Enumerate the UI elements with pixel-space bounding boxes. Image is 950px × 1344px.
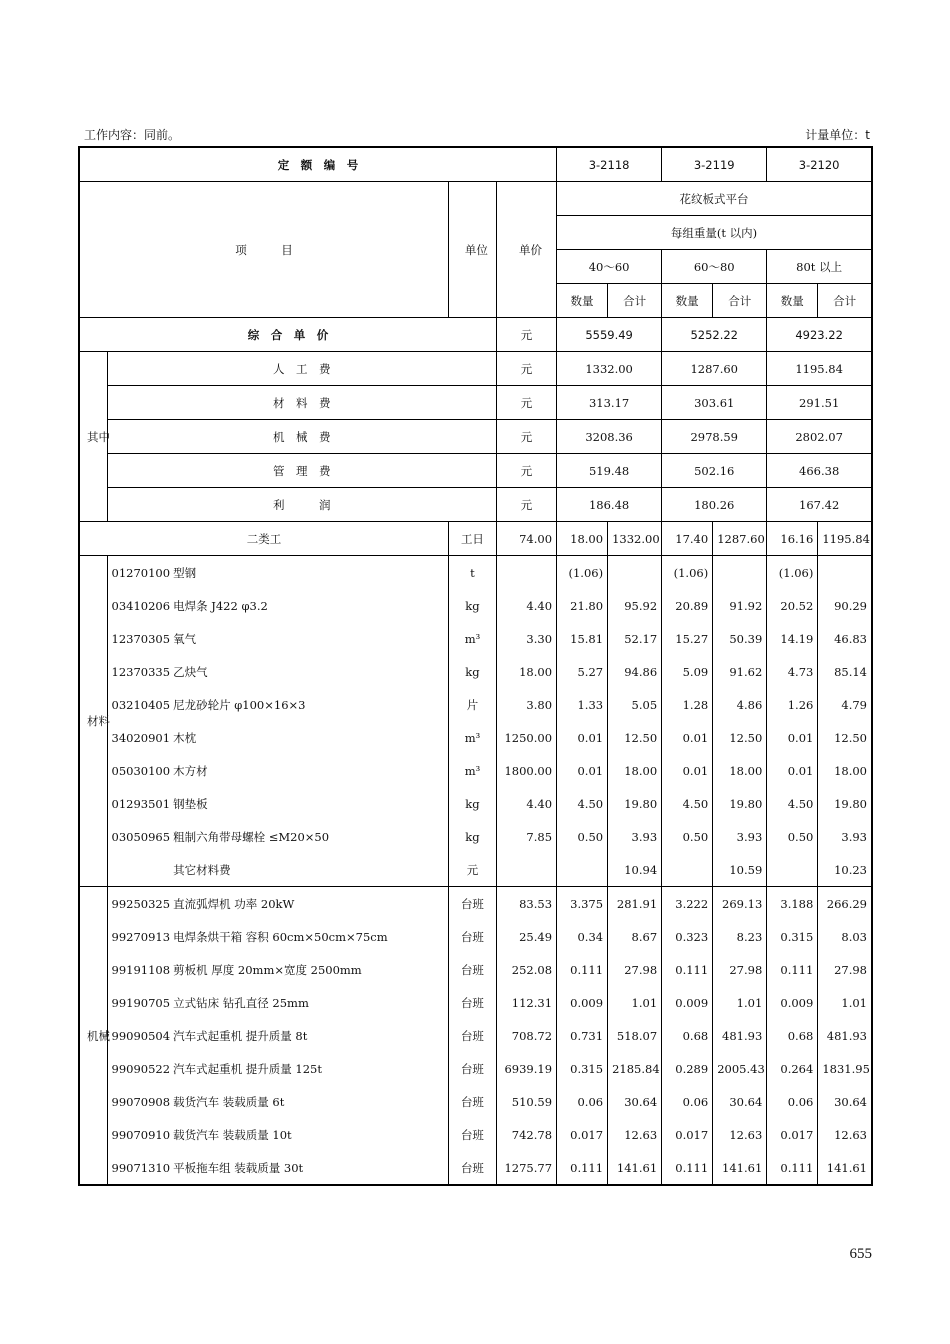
machine-code: 99270913 <box>107 920 169 953</box>
material-code: 03210405 <box>107 688 169 721</box>
material-cell: 12.50 <box>713 721 767 754</box>
machine-code: 99090522 <box>107 1052 169 1085</box>
machine-cell: 1.01 <box>608 986 662 1019</box>
material-price: 3.30 <box>496 622 556 655</box>
breakdown-unit: 元 <box>496 420 556 454</box>
unit-of-measure: 计量单位：t <box>805 128 870 142</box>
machine-cell: 0.06 <box>767 1085 818 1118</box>
machine-cell: 0.731 <box>557 1019 608 1052</box>
breakdown-row <box>79 454 872 488</box>
quota-number-row <box>79 147 872 182</box>
breakdown-value: 167.42 <box>767 488 872 522</box>
machine-row <box>79 920 872 953</box>
material-cell: 0.50 <box>767 820 818 853</box>
material-cell: 18.00 <box>818 754 872 787</box>
material-cell: 4.50 <box>557 787 608 820</box>
machine-cell: 3.375 <box>557 887 608 921</box>
machine-cell: 8.23 <box>713 920 767 953</box>
labor-cell: 17.40 <box>662 522 713 556</box>
material-cell <box>713 556 767 590</box>
material-price: 4.40 <box>496 589 556 622</box>
machine-cell: 281.91 <box>608 887 662 921</box>
material-code: 01270100 <box>107 556 169 590</box>
machine-name: 平板拖车组 装载质量 30t <box>169 1151 448 1185</box>
material-cell: 4.50 <box>662 787 713 820</box>
material-cell: 0.01 <box>662 754 713 787</box>
machine-cell: 0.111 <box>767 1151 818 1185</box>
machine-cell: 3.188 <box>767 887 818 921</box>
material-cell: 4.86 <box>713 688 767 721</box>
material-code: 01293501 <box>107 787 169 820</box>
material-cell: 90.29 <box>818 589 872 622</box>
header-line <box>84 126 870 146</box>
machine-row <box>79 887 872 921</box>
material-cell: 19.80 <box>713 787 767 820</box>
material-code: 34020901 <box>107 721 169 754</box>
machine-price: 1275.77 <box>496 1151 556 1185</box>
material-cell: 50.39 <box>713 622 767 655</box>
material-cell: 3.93 <box>818 820 872 853</box>
breakdown-label: 管 理 费 <box>107 454 496 488</box>
header-row-type <box>79 182 872 216</box>
machine-section-label: 机械 <box>79 887 107 1186</box>
quota-number-label: 定 额 编 号 <box>79 147 557 182</box>
machine-cell: 8.67 <box>608 920 662 953</box>
material-unit: kg <box>448 787 496 820</box>
machine-cell: 0.017 <box>662 1118 713 1151</box>
breakdown-value: 466.38 <box>767 454 872 488</box>
machine-name: 立式钻床 钻孔直径 25mm <box>169 986 448 1019</box>
material-cell: 0.01 <box>557 754 608 787</box>
labor-cell: 1287.60 <box>713 522 767 556</box>
machine-name: 直流弧焊机 功率 20kW <box>169 887 448 921</box>
machine-cell: 12.63 <box>713 1118 767 1151</box>
breakdown-value: 303.61 <box>662 386 767 420</box>
machine-row <box>79 1151 872 1185</box>
machine-price: 25.49 <box>496 920 556 953</box>
machine-cell: 0.111 <box>767 953 818 986</box>
material-cell: 10.59 <box>713 853 767 887</box>
material-cell: 52.17 <box>608 622 662 655</box>
unit-header: 单位 <box>448 182 496 318</box>
material-price <box>496 556 556 590</box>
machine-cell: 1.01 <box>713 986 767 1019</box>
machine-cell: 481.93 <box>713 1019 767 1052</box>
qty-header-2: 数量 <box>662 284 713 318</box>
material-name: 其它材料费 <box>169 853 448 887</box>
material-name: 氧气 <box>169 622 448 655</box>
machine-cell: 0.111 <box>662 953 713 986</box>
range-2: 60～80 <box>662 250 767 284</box>
total-header-1: 合计 <box>608 284 662 318</box>
breakdown-value: 313.17 <box>557 386 662 420</box>
machine-cell: 481.93 <box>818 1019 872 1052</box>
machine-cell: 0.009 <box>662 986 713 1019</box>
machine-cell: 0.34 <box>557 920 608 953</box>
machine-cell: 0.111 <box>557 1151 608 1185</box>
material-unit: kg <box>448 655 496 688</box>
range-1: 40～60 <box>557 250 662 284</box>
labor-unit: 工日 <box>448 522 496 556</box>
machine-cell: 0.017 <box>557 1118 608 1151</box>
material-cell: 3.93 <box>608 820 662 853</box>
machine-price: 708.72 <box>496 1019 556 1052</box>
machine-cell: 1.01 <box>818 986 872 1019</box>
machine-cell: 3.222 <box>662 887 713 921</box>
work-content: 工作内容：同前。 <box>84 128 181 142</box>
material-cell: 1.26 <box>767 688 818 721</box>
labor-cell: 18.00 <box>557 522 608 556</box>
material-unit: 片 <box>448 688 496 721</box>
breakdown-value: 1195.84 <box>767 352 872 386</box>
breakdown-unit: 元 <box>496 352 556 386</box>
material-row <box>79 655 872 688</box>
machine-cell: 269.13 <box>713 887 767 921</box>
material-row <box>79 853 872 887</box>
machine-cell: 8.03 <box>818 920 872 953</box>
material-code: 12370335 <box>107 655 169 688</box>
machine-cell: 0.009 <box>557 986 608 1019</box>
breakdown-row <box>79 488 872 522</box>
material-cell: 15.81 <box>557 622 608 655</box>
material-unit: t <box>448 556 496 590</box>
material-name: 乙炔气 <box>169 655 448 688</box>
total-header-2: 合计 <box>713 284 767 318</box>
machine-cell: 0.017 <box>767 1118 818 1151</box>
price-header: 单价 <box>496 182 556 318</box>
material-price: 1800.00 <box>496 754 556 787</box>
machine-cell: 266.29 <box>818 887 872 921</box>
breakdown-value: 186.48 <box>557 488 662 522</box>
material-cell: 12.50 <box>608 721 662 754</box>
quota-table <box>78 146 873 1186</box>
machine-unit: 台班 <box>448 1085 496 1118</box>
composite-value-1: 5559.49 <box>557 318 662 352</box>
machine-code: 99190705 <box>107 986 169 1019</box>
material-cell: 1.33 <box>557 688 608 721</box>
breakdown-row <box>79 386 872 420</box>
composite-label: 综 合 单 价 <box>79 318 496 352</box>
breakdown-label: 机 械 费 <box>107 420 496 454</box>
material-row <box>79 556 872 590</box>
machine-cell: 141.61 <box>713 1151 767 1185</box>
breakdown-value: 2802.07 <box>767 420 872 454</box>
machine-code: 99191108 <box>107 953 169 986</box>
machine-name: 汽车式起重机 提升质量 125t <box>169 1052 448 1085</box>
material-cell: 10.94 <box>608 853 662 887</box>
machine-cell: 0.111 <box>557 953 608 986</box>
material-unit: kg <box>448 589 496 622</box>
material-row <box>79 754 872 787</box>
machine-cell: 12.63 <box>818 1118 872 1151</box>
machine-cell: 30.64 <box>713 1085 767 1118</box>
total-header-3: 合计 <box>818 284 872 318</box>
machine-price: 6939.19 <box>496 1052 556 1085</box>
machine-cell: 30.64 <box>608 1085 662 1118</box>
machine-cell: 30.64 <box>818 1085 872 1118</box>
machine-row <box>79 1118 872 1151</box>
material-unit: m³ <box>448 754 496 787</box>
machine-code: 99250325 <box>107 887 169 921</box>
qty-header-1: 数量 <box>557 284 608 318</box>
machine-row <box>79 986 872 1019</box>
labor-price: 74.00 <box>496 522 556 556</box>
material-cell: 3.93 <box>713 820 767 853</box>
machine-cell: 518.07 <box>608 1019 662 1052</box>
material-cell: 0.01 <box>557 721 608 754</box>
material-name: 电焊条 J422 φ3.2 <box>169 589 448 622</box>
composite-value-2: 5252.22 <box>662 318 767 352</box>
breakdown-value: 502.16 <box>662 454 767 488</box>
breakdown-unit: 元 <box>496 454 556 488</box>
material-code: 03410206 <box>107 589 169 622</box>
table-body <box>79 147 872 1185</box>
material-cell: 46.83 <box>818 622 872 655</box>
material-cell <box>818 556 872 590</box>
material-cell: (1.06) <box>767 556 818 590</box>
material-cell <box>557 853 608 887</box>
page-number: 655 <box>849 1246 872 1262</box>
machine-price: 252.08 <box>496 953 556 986</box>
quota-code-3: 3-2120 <box>767 147 872 182</box>
machine-cell: 27.98 <box>608 953 662 986</box>
machine-name: 载货汽车 装载质量 10t <box>169 1118 448 1151</box>
material-cell: (1.06) <box>557 556 608 590</box>
machine-row <box>79 1019 872 1052</box>
breakdown-value: 291.51 <box>767 386 872 420</box>
weight-label: 每组重量(t 以内) <box>557 216 872 250</box>
breakdown-value: 1287.60 <box>662 352 767 386</box>
machine-cell: 0.315 <box>767 920 818 953</box>
material-cell <box>662 853 713 887</box>
breakdown-value: 3208.36 <box>557 420 662 454</box>
material-row <box>79 721 872 754</box>
material-name: 木枕 <box>169 721 448 754</box>
material-price: 4.40 <box>496 787 556 820</box>
material-row <box>79 589 872 622</box>
machine-cell: 0.289 <box>662 1052 713 1085</box>
machine-code: 99071310 <box>107 1151 169 1185</box>
material-name: 木方材 <box>169 754 448 787</box>
material-name: 型钢 <box>169 556 448 590</box>
machine-cell: 0.315 <box>557 1052 608 1085</box>
quota-code-2: 3-2119 <box>662 147 767 182</box>
material-cell <box>767 853 818 887</box>
machine-cell: 27.98 <box>818 953 872 986</box>
of-which-label: 其中 <box>79 352 107 522</box>
material-cell: 0.01 <box>767 754 818 787</box>
material-cell: 95.92 <box>608 589 662 622</box>
breakdown-unit: 元 <box>496 386 556 420</box>
material-cell: 5.05 <box>608 688 662 721</box>
material-cell: 85.14 <box>818 655 872 688</box>
material-price <box>496 853 556 887</box>
machine-unit: 台班 <box>448 887 496 921</box>
qty-header-3: 数量 <box>767 284 818 318</box>
composite-unit: 元 <box>496 318 556 352</box>
machine-code: 99070908 <box>107 1085 169 1118</box>
machine-cell: 0.68 <box>662 1019 713 1052</box>
breakdown-value: 180.26 <box>662 488 767 522</box>
material-cell: 18.00 <box>713 754 767 787</box>
material-cell: 91.92 <box>713 589 767 622</box>
breakdown-row <box>79 352 872 386</box>
machine-price: 112.31 <box>496 986 556 1019</box>
breakdown-value: 2978.59 <box>662 420 767 454</box>
breakdown-value: 519.48 <box>557 454 662 488</box>
machine-cell: 27.98 <box>713 953 767 986</box>
machine-name: 剪板机 厚度 20mm×宽度 2500mm <box>169 953 448 986</box>
quota-code-1: 3-2118 <box>557 147 662 182</box>
material-price: 7.85 <box>496 820 556 853</box>
labor-cell: 1195.84 <box>818 522 872 556</box>
material-cell <box>608 556 662 590</box>
material-cell: 18.00 <box>608 754 662 787</box>
breakdown-value: 1332.00 <box>557 352 662 386</box>
material-unit: m³ <box>448 721 496 754</box>
material-price: 18.00 <box>496 655 556 688</box>
type-label: 花纹板式平台 <box>557 182 872 216</box>
material-cell: 19.80 <box>608 787 662 820</box>
breakdown-row <box>79 420 872 454</box>
machine-cell: 12.63 <box>608 1118 662 1151</box>
machine-unit: 台班 <box>448 1052 496 1085</box>
material-cell: 94.86 <box>608 655 662 688</box>
material-cell: 5.27 <box>557 655 608 688</box>
material-cell: (1.06) <box>662 556 713 590</box>
machine-name: 载货汽车 装载质量 6t <box>169 1085 448 1118</box>
material-cell: 4.50 <box>767 787 818 820</box>
machine-cell: 141.61 <box>608 1151 662 1185</box>
material-code: 05030100 <box>107 754 169 787</box>
material-cell: 5.09 <box>662 655 713 688</box>
range-3: 80t 以上 <box>767 250 872 284</box>
material-cell: 91.62 <box>713 655 767 688</box>
machine-price: 742.78 <box>496 1118 556 1151</box>
machine-unit: 台班 <box>448 1118 496 1151</box>
composite-price-row <box>79 318 872 352</box>
machine-name: 电焊条烘干箱 容积 60cm×50cm×75cm <box>169 920 448 953</box>
machine-cell: 0.323 <box>662 920 713 953</box>
material-unit: m³ <box>448 622 496 655</box>
material-unit: kg <box>448 820 496 853</box>
machine-unit: 台班 <box>448 1019 496 1052</box>
labor-label: 二类工 <box>79 522 448 556</box>
labor-cell: 16.16 <box>767 522 818 556</box>
material-row <box>79 622 872 655</box>
material-code: 03050965 <box>107 820 169 853</box>
material-cell: 10.23 <box>818 853 872 887</box>
material-unit: 元 <box>448 853 496 887</box>
material-cell: 4.73 <box>767 655 818 688</box>
labor-row <box>79 522 872 556</box>
material-row <box>79 787 872 820</box>
machine-code: 99090504 <box>107 1019 169 1052</box>
material-cell: 4.79 <box>818 688 872 721</box>
machine-unit: 台班 <box>448 920 496 953</box>
material-name: 钢垫板 <box>169 787 448 820</box>
breakdown-label: 材 料 费 <box>107 386 496 420</box>
material-cell: 1.28 <box>662 688 713 721</box>
breakdown-label: 利 润 <box>107 488 496 522</box>
material-cell: 21.80 <box>557 589 608 622</box>
machine-cell: 2185.84 <box>608 1052 662 1085</box>
machine-row <box>79 1052 872 1085</box>
material-cell: 19.80 <box>818 787 872 820</box>
machine-unit: 台班 <box>448 1151 496 1185</box>
machine-cell: 0.264 <box>767 1052 818 1085</box>
breakdown-label: 人 工 费 <box>107 352 496 386</box>
material-cell: 20.89 <box>662 589 713 622</box>
material-cell: 0.01 <box>767 721 818 754</box>
machine-row <box>79 1085 872 1118</box>
item-label: 项 目 <box>79 182 448 318</box>
material-cell: 0.01 <box>662 721 713 754</box>
machine-price: 83.53 <box>496 887 556 921</box>
machine-code: 99070910 <box>107 1118 169 1151</box>
machine-unit: 台班 <box>448 986 496 1019</box>
material-code <box>107 853 169 887</box>
material-section-label: 材料 <box>79 556 107 887</box>
material-row <box>79 820 872 853</box>
material-cell: 12.50 <box>818 721 872 754</box>
machine-cell: 141.61 <box>818 1151 872 1185</box>
material-name: 尼龙砂轮片 φ100×16×3 <box>169 688 448 721</box>
material-code: 12370305 <box>107 622 169 655</box>
machine-cell: 0.06 <box>557 1085 608 1118</box>
machine-cell: 0.68 <box>767 1019 818 1052</box>
machine-cell: 0.009 <box>767 986 818 1019</box>
machine-cell: 2005.43 <box>713 1052 767 1085</box>
material-price: 3.80 <box>496 688 556 721</box>
machine-cell: 1831.95 <box>818 1052 872 1085</box>
machine-unit: 台班 <box>448 953 496 986</box>
material-name: 粗制六角带母螺栓 ≤M20×50 <box>169 820 448 853</box>
material-cell: 0.50 <box>662 820 713 853</box>
material-cell: 15.27 <box>662 622 713 655</box>
material-cell: 20.52 <box>767 589 818 622</box>
material-row <box>79 688 872 721</box>
material-cell: 0.50 <box>557 820 608 853</box>
machine-row <box>79 953 872 986</box>
breakdown-unit: 元 <box>496 488 556 522</box>
machine-price: 510.59 <box>496 1085 556 1118</box>
machine-name: 汽车式起重机 提升质量 8t <box>169 1019 448 1052</box>
material-cell: 14.19 <box>767 622 818 655</box>
composite-value-3: 4923.22 <box>767 318 872 352</box>
labor-cell: 1332.00 <box>608 522 662 556</box>
machine-cell: 0.111 <box>662 1151 713 1185</box>
machine-cell: 0.06 <box>662 1085 713 1118</box>
material-price: 1250.00 <box>496 721 556 754</box>
